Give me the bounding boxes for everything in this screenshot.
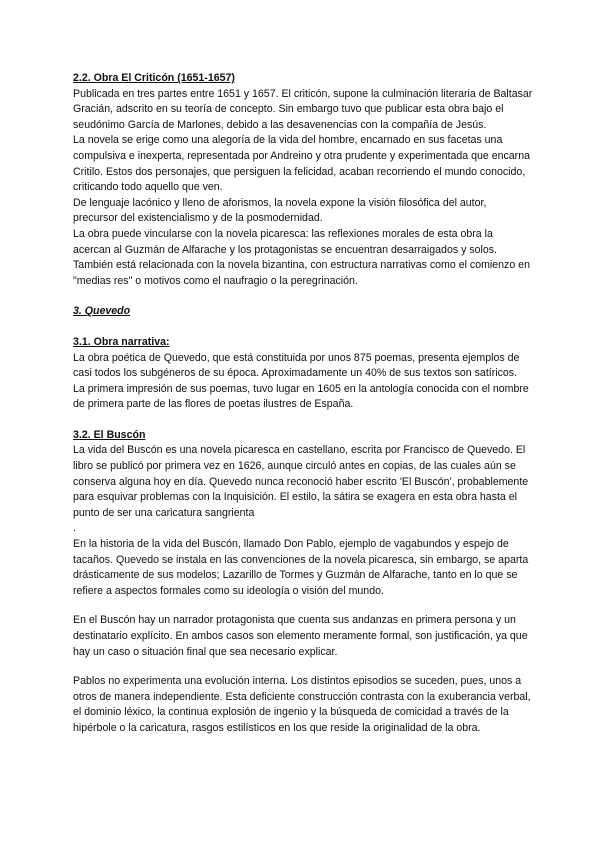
spacer <box>73 599 533 613</box>
paragraph: La primera impresión de sus poemas, tuvo lugar en 1605 en la antología conocida con el nombre de primera parte de las flores de poetas ilustres de España. <box>73 382 529 411</box>
paragraph: La obra poética de Quevedo, que está constituida por unos 875 poemas, presenta ejemplos de casi todos los subgéneros de su época. Aproximadamente un 40% de sus textos son satíricos. <box>73 351 520 380</box>
spacer <box>73 289 533 304</box>
paragraph: En la historia de la vida del Buscón, llamado Don Pablo, ejemplo de vagabundos y espejo de tacaños. Quevedo se instala en las convenciones de la novela picaresca, sin embargo, se aparta drásticamente de sus modelos; Lazarillo de Tormes y Guzmán de Alfarache, tanto en lo que se refiere a aspectos formales como su ideología o visión del mundo. <box>73 538 529 597</box>
document-body <box>73 71 533 737</box>
heading-3: 3. Quevedo <box>73 305 131 318</box>
spacer <box>73 413 533 428</box>
paragraph: De lenguaje lacónico y lleno de aforismos, la novela expone la visión filosófica del autor, precursor del existencialismo y de la posmodernidad. <box>73 196 487 225</box>
heading-3-1: 3.1. Obra narrativa: <box>73 335 170 348</box>
paragraph: Pablos no experimenta una evolución interna. Los distintos episodios se suceden, pues, unos a otros de manera independiente. Esta deficiente construcción contrasta con la exuberancia verbal, el dominio léxico, la continua explosión de ingenio y la búsqueda de comicidad a través de la hipérbole o la caricatura, rasgos estilísticos en los que reside la originalidad de la obra. <box>73 675 531 734</box>
paragraph: La vida del Buscón es una novela picaresca en castellano, escrita por Francisco de Quevedo. El libro se publicó por primera vez en 1626, aunque circuló antes en copias, de las cuales aún se conserva alguna hoy en día. Quevedo nunca reconoció haber escrito 'El Buscón', probablemente para esquivar problemas con la Inquisición. El estilo, la sátira se exagera en esta obra hasta el punto de ser una caricatura sangrienta <box>73 444 529 519</box>
paragraph: La novela se erige como una alegoría de la vida del hombre, encarnado en sus facetas una compulsiva e inexperta, representada por Andreino y otra prudente y experimentada que encarna Critilo. Estos dos personajes, que persiguen la felicidad, acaban recorriendo el mundo conocido, criticando todo aquello que ven. <box>73 134 530 194</box>
paragraph: Publicada en tres partes entre 1651 y 1657. El criticón, supone la culminación literaria de Baltasar Gracián, adscrito en su teoría de concepto. Sin embargo tuvo que publicar esta obra bajo el seudónimo García de Marlones, debido a las desavenencias con la compañía de Jesús. <box>73 87 533 131</box>
heading-3-2: 3.2. El Buscón <box>73 428 146 441</box>
paragraph: . <box>73 522 76 535</box>
heading-2-2: 2.2. Obra El Criticón (1651-1657) <box>73 72 235 84</box>
spacer <box>73 320 533 335</box>
spacer <box>73 660 533 674</box>
paragraph: En el Buscón hay un narrador protagonista que cuenta sus andanzas en primera persona y un destinatario explícito. En ambos casos son elemento meramente formal, son justificación, ya que hay un caso o situación final que sea necesario explicar. <box>73 614 528 658</box>
paragraph: La obra puede vincularse con la novela picaresca: las reflexiones morales de esta obra la acercan al Guzmán de Alfarache y los protagonistas se encuentran desarraigados y solos. También está relacionada con la novela bizantina, con estructura narrativas como el comienzo en "medias res" o motivos como el naufragio o la peregrinación. <box>73 227 530 287</box>
